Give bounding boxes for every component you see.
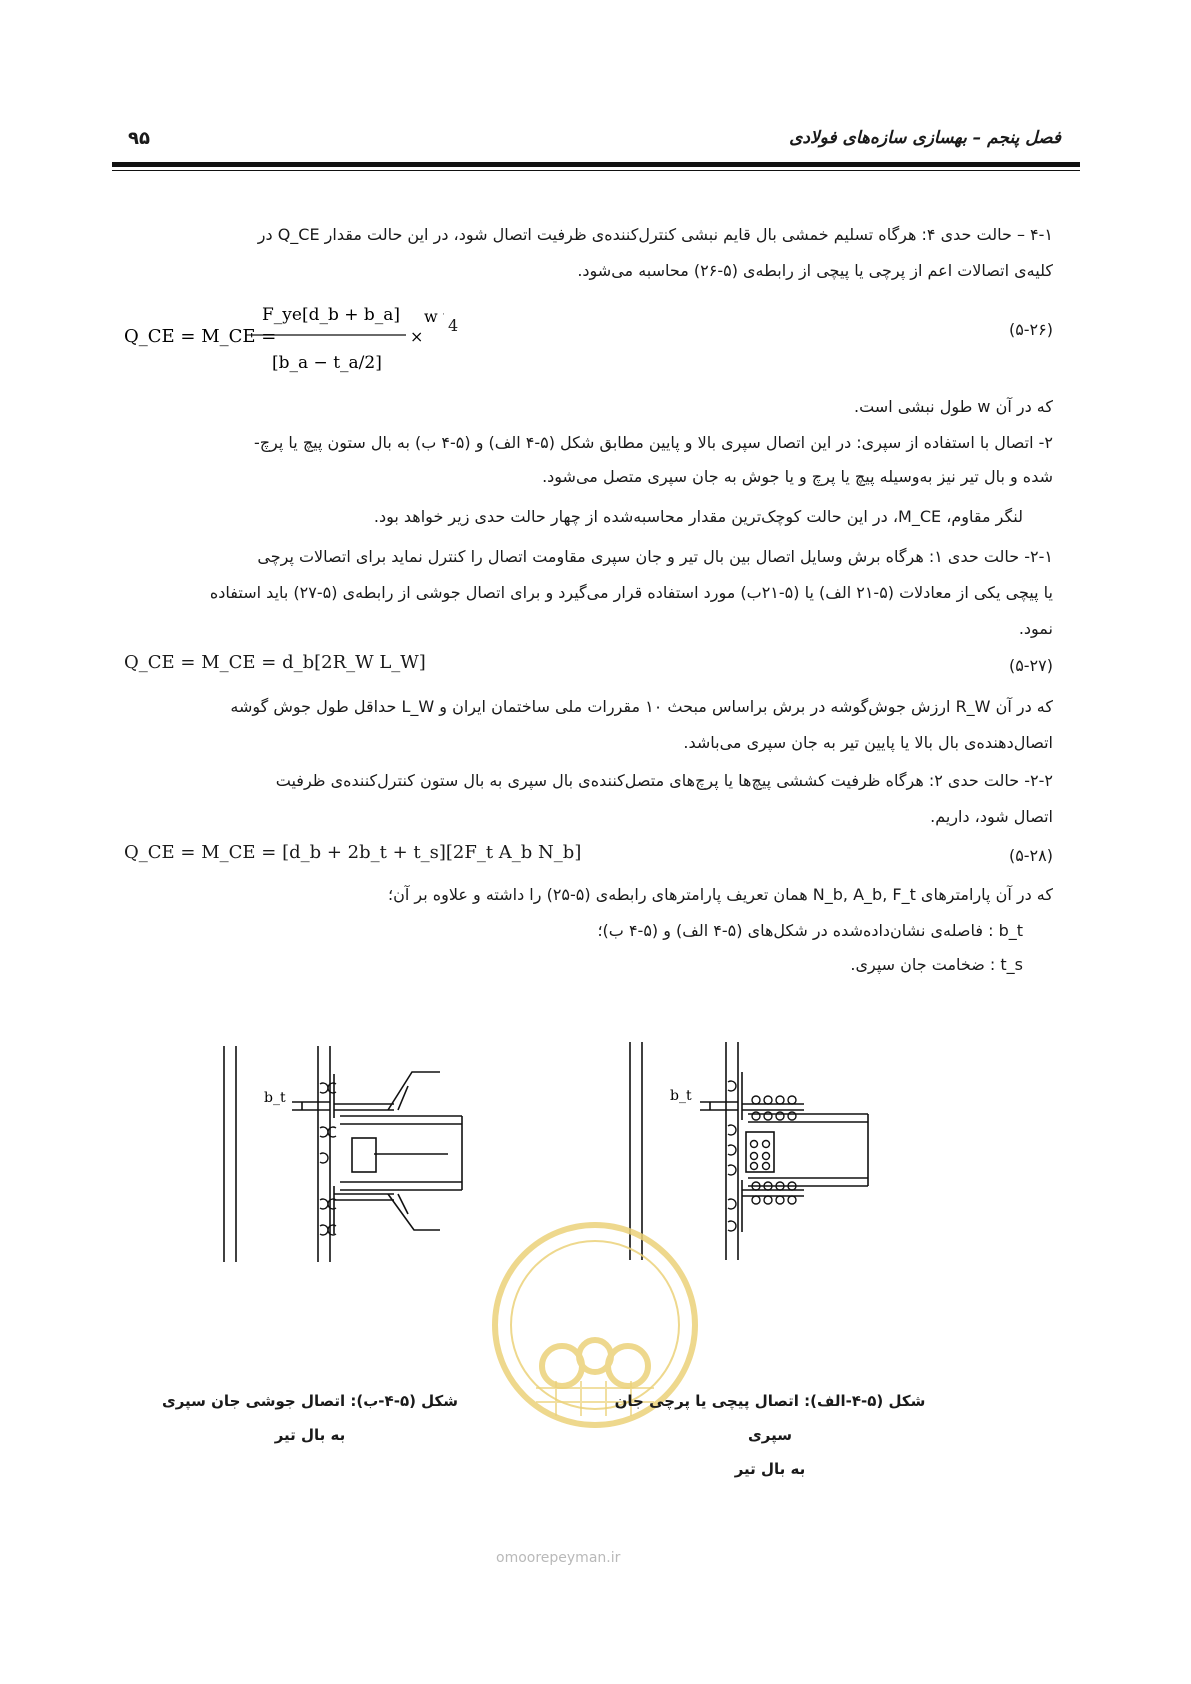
paragraph-line: که در آن w طول نبشی است. <box>853 397 1053 416</box>
paragraph-line: ۲-۱- حالت حدی ۱: هرگاه برش وسایل اتصال بین بال تیر و جان سپری مقاومت اتصال را کنترل نماید برای اتصالات پرچی <box>257 547 1053 566</box>
caption-line: به بال تیر <box>734 1460 806 1478</box>
figure-label-bt: b_t <box>670 1088 692 1104</box>
definition-bt: b_t : فاصله‌ی نشان‌داده‌شده در شکل‌های (۵-۴ الف) و (۵-۴ ب)؛ <box>597 921 1023 940</box>
paragraph-line: ۴-۱ – حالت حدی ۴: هرگاه تسلیم خمشی بال قایم نبشی کنترل‌کننده‌ی ظرفیت اتصال شود، در این حالت مقدار Q_CE در <box>257 225 1053 244</box>
caption-line: شکل (۵-۴-الف): اتصال پیچی یا پرچی جان سپری <box>614 1392 926 1444</box>
equation-number: (۵-۲۸) <box>1008 846 1053 865</box>
paragraph-line: نمود. <box>1018 619 1053 638</box>
definition-ts: t_s : ضخامت جان سپری. <box>850 955 1023 974</box>
equation-number: (۵-۲۶) <box>1008 320 1053 339</box>
page-number: ۹۵ <box>128 128 150 149</box>
caption-line: شکل (۵-۴-ب): اتصال جوشی جان سپری <box>161 1392 459 1410</box>
equation-26 <box>124 290 444 380</box>
figure-welded-tstub-drawing <box>222 1044 512 1264</box>
paragraph-line: اتصال‌دهنده‌ی بال بالا یا پایین تیر به جان سپری می‌باشد. <box>683 733 1053 752</box>
equation-27: Q_CE = M_CE = d_b[2R_W L_W] <box>124 652 426 673</box>
equation-26-graphic <box>124 290 444 380</box>
figure-caption-left <box>160 1384 460 1452</box>
paragraph-line: ۲- اتصال با استفاده از سپری: در این اتصال سپری بالا و پایین مطابق شکل (۵-۴ الف) و (۵-۴ ب) به بال ستون پیچ یا پرچ- <box>253 433 1053 452</box>
figure-welded-tstub <box>222 1044 512 1264</box>
paragraph-line: لنگر مقاوم، M_CE، در این حالت کوچک‌ترین مقدار محاسبه‌شده از چهار حالت حدی زیر خواهد بود. <box>373 507 1023 526</box>
chapter-title: فصل پنجم – بهسازی سازه‌های فولادی <box>789 128 1061 148</box>
paragraph-line: شده و بال تیر نیز به‌وسیله پیچ یا پرچ و یا جوش به جان سپری متصل می‌شود. <box>542 467 1053 486</box>
eq26-factor-num: w <box>424 307 438 326</box>
paragraph-line: که در آن R_W ارزش جوش‌گوشه در برش براساس مبحث ۱۰ مقررات ملی ساختمان ایران و L_W حداقل طول جوش گوشه <box>230 697 1053 716</box>
paragraph-line: ۲-۲- حالت حدی ۲: هرگاه ظرفیت کششی پیچ‌ها یا پرچ‌های متصل‌کننده‌ی بال سپری به بال ستون کنترل‌کننده‌ی ظرفیت <box>275 771 1053 790</box>
eq26-lhs: Q_CE = M_CE = <box>124 326 277 347</box>
eq26-factor-den: 4 <box>448 316 459 335</box>
figure-label-bt: b_t <box>264 1090 286 1106</box>
figure-caption-right <box>600 1384 940 1486</box>
header-rule-thick <box>112 162 1080 167</box>
paragraph-line: اتصال شود، داریم. <box>930 807 1053 826</box>
paragraph-line: کلیه‌ی اتصالات اعم از پرچی یا پیچی از رابطه‌ی (۵-۲۶) محاسبه می‌شود. <box>577 261 1053 280</box>
svg-text:×: × <box>410 327 424 346</box>
equation-28: Q_CE = M_CE = [d_b + 2b_t + t_s][2F_t A_b N_b] <box>124 842 582 863</box>
eq26-denominator: [b_a − t_a/2] <box>272 353 382 373</box>
equation-number: (۵-۲۷) <box>1008 656 1053 675</box>
paragraph-line: که در آن پارامترهای N_b, A_b, F_t همان تعریف پارامترهای رابطه‌ی (۵-۲۵) را داشته و علاوه بر آن؛ <box>388 885 1053 904</box>
caption-line: به بال تیر <box>274 1426 346 1444</box>
header-rule-thin <box>112 170 1080 171</box>
eq26-numerator: F_ye[d_b + b_a] <box>262 305 401 325</box>
watermark-url: omoorepeyman.ir <box>496 1550 621 1566</box>
paragraph-line: یا پیچی یکی از معادلات (۵-۲۱ الف) یا (۵-۲۱ب) مورد استفاده قرار می‌گیرد و برای اتصال جوشی از رابطه‌ی (۵-۲۷) باید استفاده <box>209 583 1053 602</box>
